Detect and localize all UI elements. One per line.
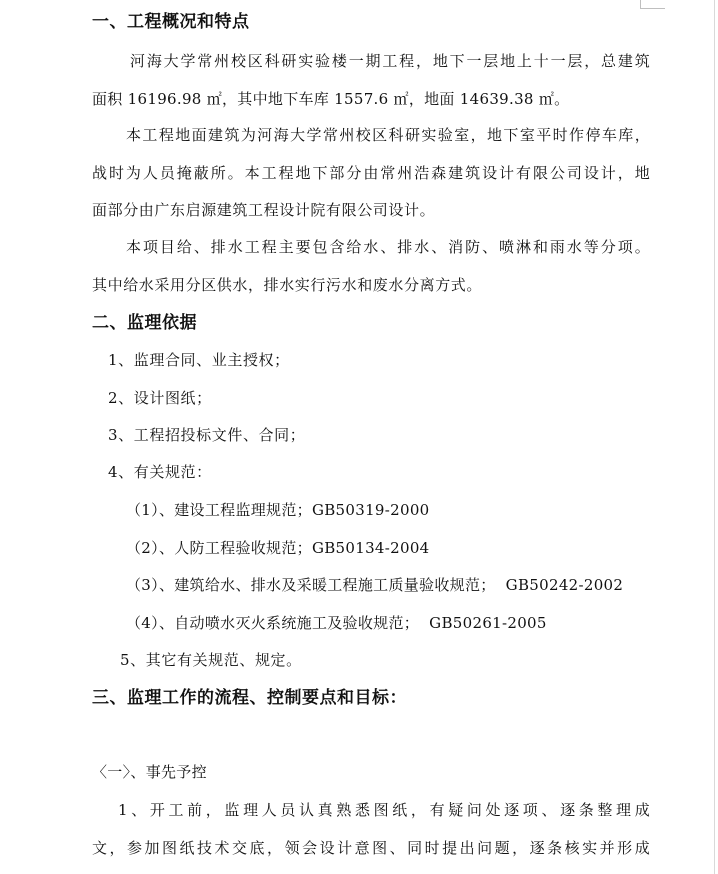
basis-item-1: 1、监理合同、业主授权； <box>108 351 290 369</box>
spec-item-4: （4）、自动喷水灭火系统施工及验收规范； GB50261-2005 <box>126 614 547 632</box>
basis-item-4: 4、有关规范： <box>108 463 212 481</box>
basis-item-2: 2、设计图纸； <box>108 389 212 407</box>
section3-paragraph1-line1: 1、开工前，监理人员认真熟悉图纸，有疑问处逐项、逐条整理成 <box>118 801 650 819</box>
spec-item-2: （2）、人防工程验收规范；GB50134-2004 <box>126 539 430 557</box>
section1-heading: 一、工程概况和特点 <box>92 12 250 32</box>
section1-paragraph2-line3: 面部分由广东启源建筑工程设计院有限公司设计。 <box>92 201 436 219</box>
section1-paragraph1-line2: 面积 16196.98 ㎡，其中地下车库 1557.6 ㎡，地面 14639.38 ㎡。 <box>92 90 570 108</box>
section3-heading: 三、监理工作的流程、控制要点和目标： <box>92 688 407 708</box>
section1-paragraph2-line1: 本工程地面建筑为河海大学常州校区科研实验室，地下室平时作停车库， <box>126 126 650 144</box>
section2-heading: 二、监理依据 <box>92 313 197 333</box>
page-right-border <box>714 0 715 874</box>
basis-item-3: 3、工程招投标文件、合同； <box>108 426 306 444</box>
section1-paragraph3-line1: 本项目给、排水工程主要包含给水、排水、消防、喷淋和雨水等分项。 <box>126 238 650 256</box>
subsection-heading-advance-control: 〈一〉、事先予控 <box>92 763 207 781</box>
section3-paragraph1-line2: 文，参加图纸技术交底，领会设计意图、同时提出问题，逐条核实并形成 <box>92 839 650 857</box>
section1-paragraph3-line2: 其中给水采用分区供水，排水实行污水和废水分离方式。 <box>92 276 483 294</box>
spec-item-3: （3）、建筑给水、排水及采暖工程施工质量验收规范； GB50242-2002 <box>126 576 624 594</box>
section1-paragraph2-line2: 战时为人员掩蔽所。本工程地下部分由常州浩森建筑设计有限公司设计，地 <box>92 164 650 182</box>
spec-item-1: （1）、建设工程监理规范；GB50319-2000 <box>126 501 430 519</box>
basis-item-5: 5、其它有关规范、规定。 <box>120 651 302 669</box>
section1-paragraph1-line1: 河海大学常州校区科研实验楼一期工程，地下一层地上十一层，总建筑 <box>130 52 650 70</box>
page-corner-mark <box>640 0 665 9</box>
